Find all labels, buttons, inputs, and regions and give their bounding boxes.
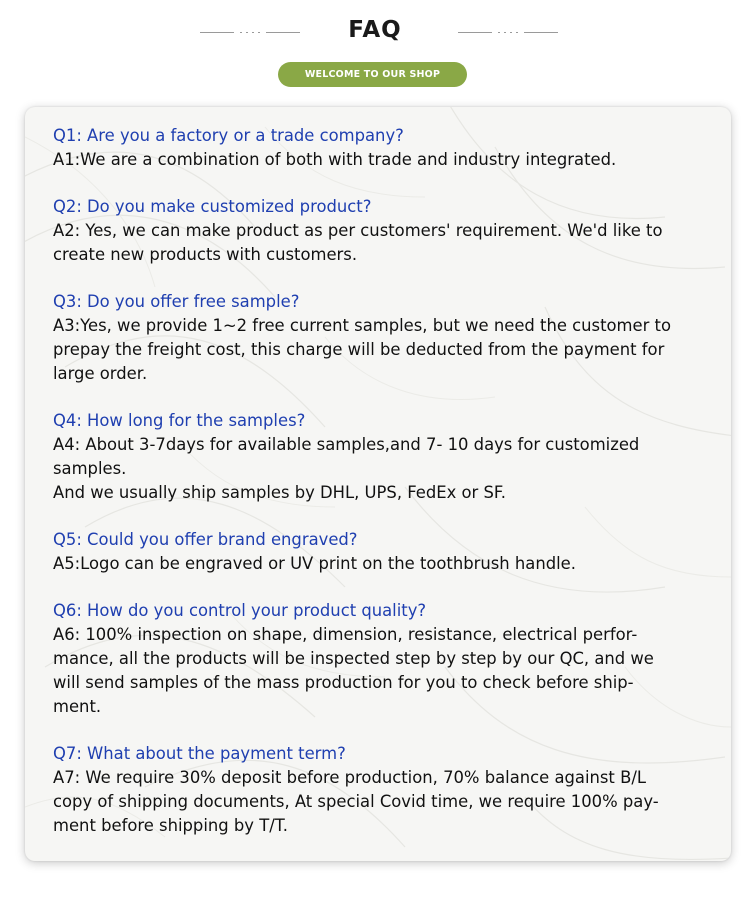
faq-item: [53, 742, 723, 838]
faq-list: [53, 124, 723, 861]
faq-answer-line: mance, all the products will be inspected step by step by our QC, and we: [53, 649, 654, 668]
faq-question: Q3: Do you offer free sample?: [53, 292, 300, 311]
faq-item: [53, 409, 723, 505]
faq-question: Q2: Do you make customized product?: [53, 197, 372, 216]
faq-answer-line: A3:Yes, we provide 1~2 free current samples, but we need the customer to: [53, 316, 671, 335]
faq-question: Q5: Could you offer brand engraved?: [53, 530, 358, 549]
faq-answer-line: ment.: [53, 697, 102, 716]
faq-answer-line: large order.: [53, 364, 148, 383]
page-title: FAQ: [348, 17, 402, 43]
faq-answer-line: And we usually ship samples by DHL, UPS, FedEx or SF.: [53, 483, 506, 502]
faq-answer-line: A2: Yes, we can make product as per customers' requirement. We'd like to: [53, 221, 663, 240]
faq-answer-line: A5:Logo can be engraved or UV print on the toothbrush handle.: [53, 554, 576, 573]
faq-answer-line: copy of shipping documents, At special Covid time, we require 100% pay-: [53, 792, 659, 811]
page-header: [0, 0, 750, 100]
faq-card: [25, 107, 731, 861]
faq-answer-line: ment before shipping by T/T.: [53, 816, 289, 835]
faq-answer-line: create new products with customers.: [53, 245, 358, 264]
faq-question: Q4: How long for the samples?: [53, 411, 306, 430]
faq-answer-line: A4: About 3-7days for available samples,and 7- 10 days for customized: [53, 435, 640, 454]
faq-answer-line: will send samples of the mass production for you to check before ship-: [53, 673, 634, 692]
faq-question: Q7: What about the payment term?: [53, 744, 346, 763]
faq-answer-line: A1:We are a combination of both with trade and industry integrated.: [53, 150, 617, 169]
title-divider-right: [458, 31, 558, 33]
faq-question: Q1: Are you a factory or a trade company?: [53, 126, 404, 145]
faq-answer-line: A7: We require 30% deposit before production, 70% balance against B/L: [53, 768, 646, 787]
faq-item: [53, 528, 723, 576]
faq-answer-line: A6: 100% inspection on shape, dimension, resistance, electrical perfor-: [53, 625, 638, 644]
faq-item: [53, 124, 723, 172]
faq-item: [53, 290, 723, 386]
faq-question: Q6: How do you control your product quality?: [53, 601, 427, 620]
welcome-badge: WELCOME TO OUR SHOP: [278, 62, 467, 87]
faq-answer-line: prepay the freight cost, this charge will be deducted from the payment for: [53, 340, 665, 359]
faq-answer-line: samples.: [53, 459, 127, 478]
faq-item: [53, 195, 723, 267]
faq-item: [53, 599, 723, 719]
